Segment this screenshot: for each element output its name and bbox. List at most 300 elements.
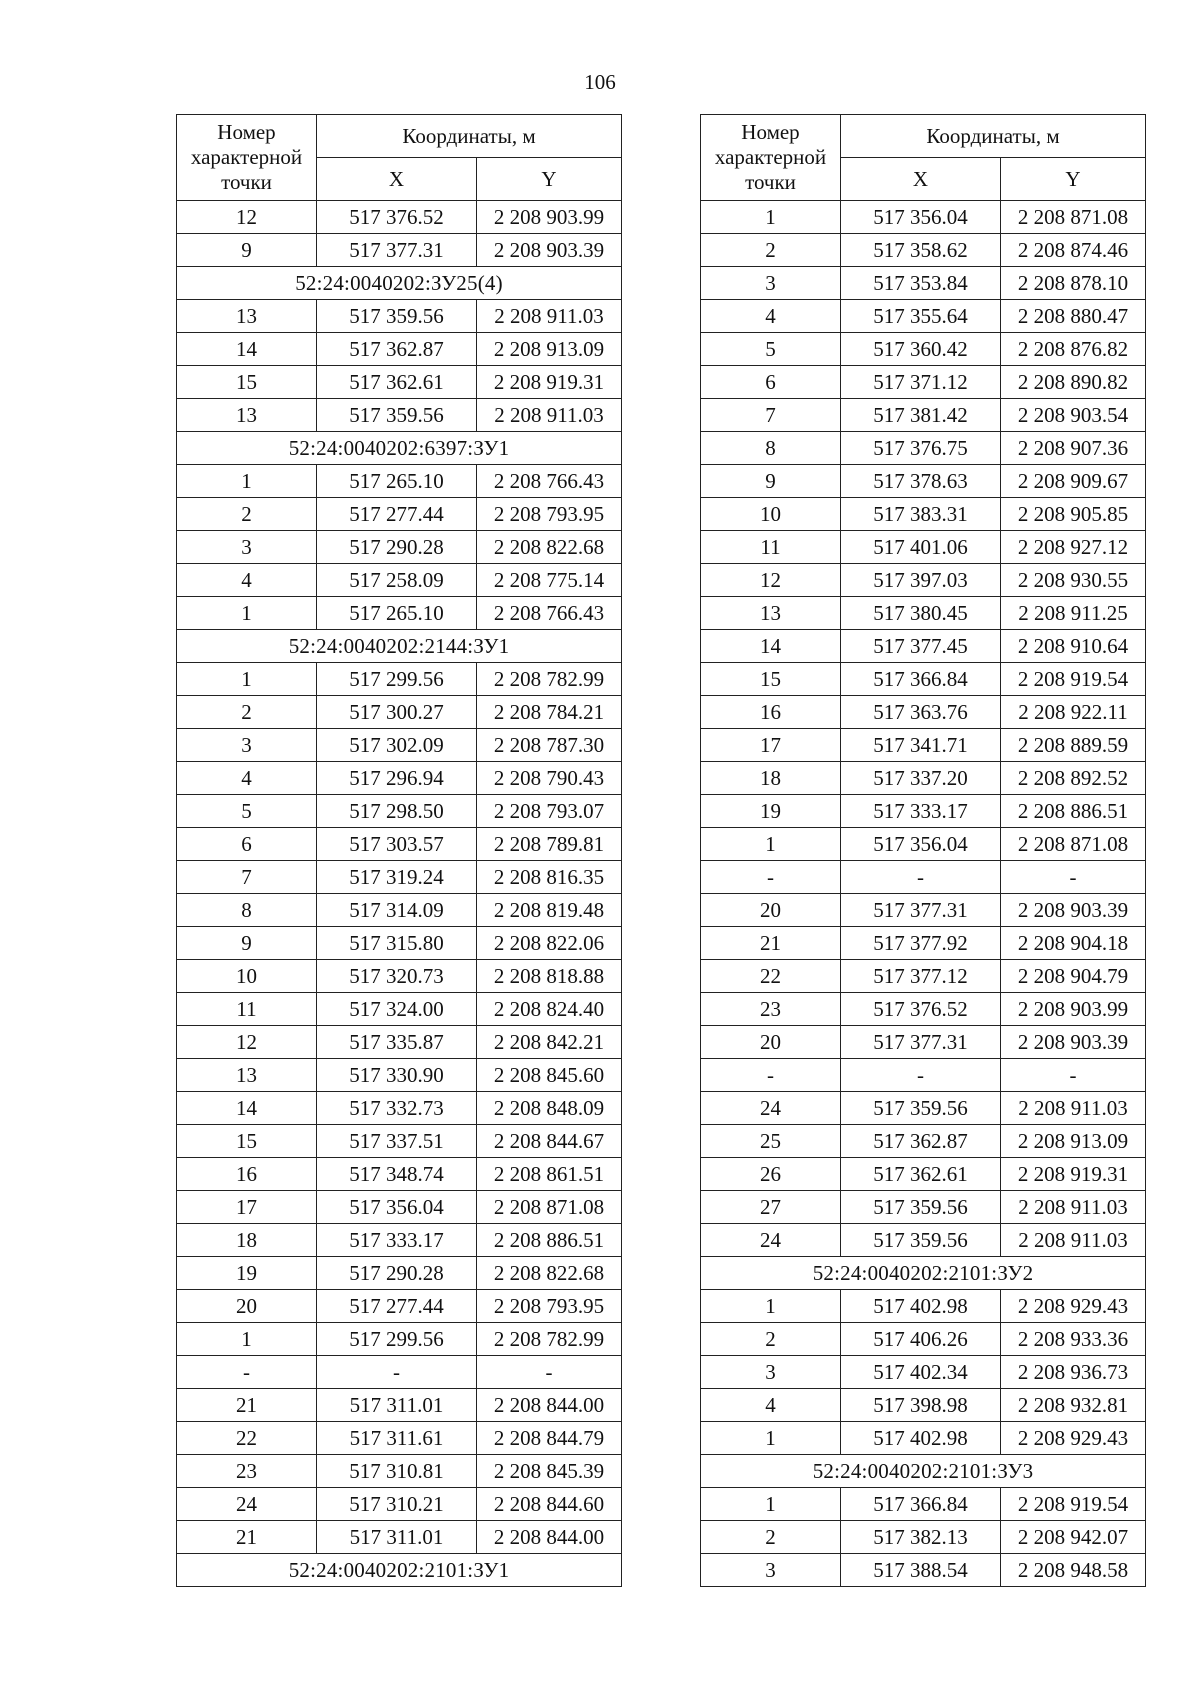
point-number-cell: 17 — [701, 729, 841, 762]
x-coordinate-cell: - — [841, 861, 1001, 894]
x-coordinate-cell: 517 401.06 — [841, 531, 1001, 564]
parcel-section-header: 52:24:0040202:2101:ЗУ1 — [177, 1554, 622, 1587]
table-row — [177, 1356, 622, 1389]
y-coordinate-cell: 2 208 919.31 — [1001, 1158, 1146, 1191]
section-row — [177, 432, 622, 465]
x-coordinate-cell: 517 376.52 — [317, 201, 477, 234]
y-coordinate-cell: 2 208 845.60 — [477, 1059, 622, 1092]
y-coordinate-cell: 2 208 922.11 — [1001, 696, 1146, 729]
y-coordinate-cell: 2 208 930.55 — [1001, 564, 1146, 597]
y-coordinate-cell: 2 208 911.25 — [1001, 597, 1146, 630]
table-row — [177, 762, 622, 795]
point-number-cell: 4 — [177, 564, 317, 597]
point-number-cell: 15 — [177, 366, 317, 399]
table-row — [701, 795, 1146, 828]
point-number-cell: 26 — [701, 1158, 841, 1191]
x-coordinate-cell: 517 303.57 — [317, 828, 477, 861]
coordinates-header: Координаты, м — [841, 115, 1146, 158]
x-coordinate-cell: 517 299.56 — [317, 663, 477, 696]
y-coordinate-cell: 2 208 784.21 — [477, 696, 622, 729]
point-number-cell: 13 — [177, 300, 317, 333]
x-coordinate-cell: 517 311.01 — [317, 1389, 477, 1422]
section-row — [177, 1554, 622, 1587]
point-number-cell: 13 — [177, 1059, 317, 1092]
y-coordinate-cell: 2 208 816.35 — [477, 861, 622, 894]
y-coordinate-cell: 2 208 842.21 — [477, 1026, 622, 1059]
point-number-cell: 1 — [701, 201, 841, 234]
x-header: X — [841, 158, 1001, 201]
point-number-cell: 9 — [177, 234, 317, 267]
y-coordinate-cell: 2 208 880.47 — [1001, 300, 1146, 333]
table-row — [177, 894, 622, 927]
x-coordinate-cell: 517 359.56 — [317, 399, 477, 432]
x-coordinate-cell: 517 258.09 — [317, 564, 477, 597]
table-row — [177, 828, 622, 861]
x-coordinate-cell: 517 320.73 — [317, 960, 477, 993]
table-row — [177, 861, 622, 894]
coordinates-header: Координаты, м — [317, 115, 622, 158]
point-number-cell: 1 — [177, 597, 317, 630]
parcel-section-header: 52:24:0040202:2101:ЗУ2 — [701, 1257, 1146, 1290]
y-coordinate-cell: 2 208 911.03 — [1001, 1191, 1146, 1224]
y-coordinate-cell: 2 208 871.08 — [1001, 828, 1146, 861]
y-coordinate-cell: 2 208 822.68 — [477, 531, 622, 564]
table-row — [177, 1059, 622, 1092]
y-coordinate-cell: 2 208 919.54 — [1001, 1488, 1146, 1521]
point-number-cell: 22 — [177, 1422, 317, 1455]
y-coordinate-cell: 2 208 942.07 — [1001, 1521, 1146, 1554]
point-number-cell: 27 — [701, 1191, 841, 1224]
point-number-cell: 2 — [701, 1323, 841, 1356]
table-row — [177, 564, 622, 597]
point-number-cell: 3 — [177, 729, 317, 762]
point-number-cell: 1 — [701, 1488, 841, 1521]
point-number-cell: 21 — [177, 1389, 317, 1422]
table-row — [701, 1026, 1146, 1059]
table-row — [701, 399, 1146, 432]
table-row — [701, 366, 1146, 399]
table-row — [701, 1125, 1146, 1158]
y-coordinate-cell: 2 208 890.82 — [1001, 366, 1146, 399]
x-coordinate-cell: 517 378.63 — [841, 465, 1001, 498]
x-coordinate-cell: 517 277.44 — [317, 498, 477, 531]
point-number-cell: 20 — [701, 1026, 841, 1059]
point-number-cell: 24 — [701, 1224, 841, 1257]
y-coordinate-cell: 2 208 919.54 — [1001, 663, 1146, 696]
table-row — [701, 1323, 1146, 1356]
y-coordinate-cell: - — [1001, 1059, 1146, 1092]
x-coordinate-cell: 517 330.90 — [317, 1059, 477, 1092]
table-row — [177, 1389, 622, 1422]
table-row — [701, 1092, 1146, 1125]
x-coordinate-cell: 517 360.42 — [841, 333, 1001, 366]
y-coordinate-cell: 2 208 913.09 — [1001, 1125, 1146, 1158]
table-row — [177, 1488, 622, 1521]
point-number-cell: 6 — [177, 828, 317, 861]
table-row — [701, 663, 1146, 696]
y-coordinate-cell: 2 208 903.99 — [477, 201, 622, 234]
x-coordinate-cell: 517 402.98 — [841, 1290, 1001, 1323]
point-number-cell: 21 — [701, 927, 841, 960]
table-row — [177, 597, 622, 630]
y-coordinate-cell: 2 208 844.79 — [477, 1422, 622, 1455]
y-coordinate-cell: 2 208 932.81 — [1001, 1389, 1146, 1422]
y-coordinate-cell: 2 208 913.09 — [477, 333, 622, 366]
x-coordinate-cell: 517 362.61 — [317, 366, 477, 399]
y-coordinate-cell: 2 208 929.43 — [1001, 1290, 1146, 1323]
x-coordinate-cell: 517 356.04 — [841, 828, 1001, 861]
y-coordinate-cell: 2 208 929.43 — [1001, 1422, 1146, 1455]
x-coordinate-cell: 517 299.56 — [317, 1323, 477, 1356]
x-coordinate-cell: 517 277.44 — [317, 1290, 477, 1323]
x-coordinate-cell: - — [841, 1059, 1001, 1092]
y-coordinate-cell: 2 208 903.39 — [1001, 894, 1146, 927]
parcel-section-header: 52:24:0040202:2101:ЗУ3 — [701, 1455, 1146, 1488]
point-number-cell: 8 — [177, 894, 317, 927]
point-number-cell: 1 — [177, 465, 317, 498]
y-coordinate-cell: 2 208 844.60 — [477, 1488, 622, 1521]
x-coordinate-cell: 517 358.62 — [841, 234, 1001, 267]
x-coordinate-cell: 517 359.56 — [317, 300, 477, 333]
point-number-cell: 12 — [177, 1026, 317, 1059]
x-coordinate-cell: 517 388.54 — [841, 1554, 1001, 1587]
table-row — [701, 1356, 1146, 1389]
point-number-cell: 11 — [177, 993, 317, 1026]
x-coordinate-cell: 517 356.04 — [841, 201, 1001, 234]
x-coordinate-cell: 517 377.12 — [841, 960, 1001, 993]
y-coordinate-cell: 2 208 886.51 — [477, 1224, 622, 1257]
point-number-cell: 23 — [701, 993, 841, 1026]
table-row — [701, 1488, 1146, 1521]
x-coordinate-cell: 517 377.45 — [841, 630, 1001, 663]
table-row — [701, 861, 1146, 894]
point-number-cell: 16 — [701, 696, 841, 729]
table-row — [701, 828, 1146, 861]
y-coordinate-cell: 2 208 904.79 — [1001, 960, 1146, 993]
point-number-cell: 2 — [177, 498, 317, 531]
y-coordinate-cell: 2 208 927.12 — [1001, 531, 1146, 564]
y-coordinate-cell: 2 208 824.40 — [477, 993, 622, 1026]
x-coordinate-cell: 517 383.31 — [841, 498, 1001, 531]
y-coordinate-cell: 2 208 844.00 — [477, 1389, 622, 1422]
table-row — [177, 399, 622, 432]
x-coordinate-cell: 517 376.52 — [841, 993, 1001, 1026]
x-coordinate-cell: 517 348.74 — [317, 1158, 477, 1191]
y-coordinate-cell: 2 208 793.07 — [477, 795, 622, 828]
table-row — [701, 201, 1146, 234]
x-coordinate-cell: 517 371.12 — [841, 366, 1001, 399]
point-number-cell: 4 — [701, 1389, 841, 1422]
table-row — [177, 333, 622, 366]
y-coordinate-cell: 2 208 822.06 — [477, 927, 622, 960]
y-coordinate-cell: 2 208 903.39 — [477, 234, 622, 267]
y-coordinate-cell: 2 208 790.43 — [477, 762, 622, 795]
table-row — [701, 564, 1146, 597]
table-row — [177, 927, 622, 960]
y-coordinate-cell: 2 208 766.43 — [477, 465, 622, 498]
table-row — [701, 432, 1146, 465]
point-number-cell: 2 — [701, 1521, 841, 1554]
table-row — [177, 1290, 622, 1323]
table-row — [701, 927, 1146, 960]
table-row — [701, 597, 1146, 630]
point-number-cell: 3 — [177, 531, 317, 564]
x-coordinate-cell: 517 359.56 — [841, 1224, 1001, 1257]
x-coordinate-cell: 517 380.45 — [841, 597, 1001, 630]
y-coordinate-cell: 2 208 886.51 — [1001, 795, 1146, 828]
y-coordinate-cell: 2 208 911.03 — [477, 399, 622, 432]
table-row — [177, 1191, 622, 1224]
table-row — [177, 729, 622, 762]
table-row — [701, 1554, 1146, 1587]
y-coordinate-cell: 2 208 911.03 — [477, 300, 622, 333]
x-coordinate-cell: 517 310.81 — [317, 1455, 477, 1488]
y-coordinate-cell: 2 208 910.64 — [1001, 630, 1146, 663]
x-coordinate-cell: - — [317, 1356, 477, 1389]
table-row — [177, 465, 622, 498]
y-coordinate-cell: 2 208 848.09 — [477, 1092, 622, 1125]
point-number-cell: 2 — [177, 696, 317, 729]
parcel-section-header: 52:24:0040202:6397:ЗУ1 — [177, 432, 622, 465]
y-header: Y — [477, 158, 622, 201]
x-coordinate-cell: 517 359.56 — [841, 1092, 1001, 1125]
point-number-cell: 7 — [701, 399, 841, 432]
table-row — [177, 300, 622, 333]
table-row — [177, 1158, 622, 1191]
x-header: X — [317, 158, 477, 201]
point-number-cell: 23 — [177, 1455, 317, 1488]
x-coordinate-cell: 517 362.87 — [317, 333, 477, 366]
x-coordinate-cell: 517 314.09 — [317, 894, 477, 927]
table-row — [177, 1092, 622, 1125]
table-row — [177, 795, 622, 828]
x-coordinate-cell: 517 311.01 — [317, 1521, 477, 1554]
table-row — [177, 1125, 622, 1158]
x-coordinate-cell: 517 341.71 — [841, 729, 1001, 762]
x-coordinate-cell: 517 398.98 — [841, 1389, 1001, 1422]
table-row — [177, 234, 622, 267]
x-coordinate-cell: 517 397.03 — [841, 564, 1001, 597]
y-coordinate-cell: 2 208 845.39 — [477, 1455, 622, 1488]
y-coordinate-cell: 2 208 911.03 — [1001, 1224, 1146, 1257]
table-row — [701, 465, 1146, 498]
parcel-section-header: 52:24:0040202:2144:ЗУ1 — [177, 630, 622, 663]
y-coordinate-cell: 2 208 909.67 — [1001, 465, 1146, 498]
y-coordinate-cell: 2 208 844.00 — [477, 1521, 622, 1554]
x-coordinate-cell: 517 296.94 — [317, 762, 477, 795]
section-row — [701, 1257, 1146, 1290]
table-row — [177, 366, 622, 399]
point-number-cell: 18 — [177, 1224, 317, 1257]
point-number-cell: 16 — [177, 1158, 317, 1191]
y-coordinate-cell: 2 208 782.99 — [477, 1323, 622, 1356]
table-row — [177, 531, 622, 564]
coordinates-table-right — [700, 114, 1146, 1587]
point-number-cell: 2 — [701, 234, 841, 267]
table-row — [177, 1257, 622, 1290]
point-number-cell: 19 — [701, 795, 841, 828]
x-coordinate-cell: 517 315.80 — [317, 927, 477, 960]
x-coordinate-cell: 517 377.31 — [317, 234, 477, 267]
point-number-cell: 22 — [701, 960, 841, 993]
x-coordinate-cell: 517 406.26 — [841, 1323, 1001, 1356]
x-coordinate-cell: 517 337.20 — [841, 762, 1001, 795]
y-coordinate-cell: 2 208 933.36 — [1001, 1323, 1146, 1356]
x-coordinate-cell: 517 402.98 — [841, 1422, 1001, 1455]
section-row — [701, 1455, 1146, 1488]
x-coordinate-cell: 517 382.13 — [841, 1521, 1001, 1554]
point-number-cell: 12 — [701, 564, 841, 597]
section-row — [177, 630, 622, 663]
table-row — [177, 993, 622, 1026]
table-row — [177, 1224, 622, 1257]
table-row — [177, 1521, 622, 1554]
point-number-cell: 15 — [701, 663, 841, 696]
point-number-cell: 15 — [177, 1125, 317, 1158]
x-coordinate-cell: 517 310.21 — [317, 1488, 477, 1521]
table-row — [701, 762, 1146, 795]
point-number-cell: 1 — [177, 663, 317, 696]
point-number-cell: - — [177, 1356, 317, 1389]
y-coordinate-cell: 2 208 818.88 — [477, 960, 622, 993]
x-coordinate-cell: 517 359.56 — [841, 1191, 1001, 1224]
point-number-cell: 20 — [701, 894, 841, 927]
y-coordinate-cell: 2 208 844.67 — [477, 1125, 622, 1158]
table-row — [701, 531, 1146, 564]
point-number-cell: 12 — [177, 201, 317, 234]
point-number-cell: 3 — [701, 267, 841, 300]
table-row — [701, 1389, 1146, 1422]
x-coordinate-cell: 517 377.31 — [841, 1026, 1001, 1059]
point-number-header: Номер характерной точки — [177, 115, 317, 201]
y-coordinate-cell: 2 208 903.54 — [1001, 399, 1146, 432]
table-row — [701, 1158, 1146, 1191]
x-coordinate-cell: 517 366.84 — [841, 663, 1001, 696]
x-coordinate-cell: 517 265.10 — [317, 597, 477, 630]
point-number-cell: 13 — [701, 597, 841, 630]
point-number-cell: 18 — [701, 762, 841, 795]
table-row — [701, 1224, 1146, 1257]
point-number-header: Номер характерной точки — [701, 115, 841, 201]
table-row — [701, 300, 1146, 333]
point-number-cell: 14 — [177, 1092, 317, 1125]
x-coordinate-cell: 517 290.28 — [317, 1257, 477, 1290]
table-row — [701, 1521, 1146, 1554]
x-coordinate-cell: 517 332.73 — [317, 1092, 477, 1125]
point-number-cell: 13 — [177, 399, 317, 432]
y-coordinate-cell: 2 208 907.36 — [1001, 432, 1146, 465]
y-coordinate-cell: 2 208 903.39 — [1001, 1026, 1146, 1059]
point-number-cell: 10 — [177, 960, 317, 993]
point-number-cell: 14 — [177, 333, 317, 366]
y-coordinate-cell: 2 208 936.73 — [1001, 1356, 1146, 1389]
table-row — [701, 960, 1146, 993]
y-coordinate-cell: 2 208 793.95 — [477, 498, 622, 531]
x-coordinate-cell: 517 319.24 — [317, 861, 477, 894]
table-row — [701, 234, 1146, 267]
point-number-cell: 4 — [701, 300, 841, 333]
x-coordinate-cell: 517 335.87 — [317, 1026, 477, 1059]
table-row — [177, 1323, 622, 1356]
point-number-cell: 9 — [177, 927, 317, 960]
y-coordinate-cell: - — [1001, 861, 1146, 894]
x-coordinate-cell: 517 377.31 — [841, 894, 1001, 927]
y-coordinate-cell: 2 208 948.58 — [1001, 1554, 1146, 1587]
y-coordinate-cell: 2 208 871.08 — [477, 1191, 622, 1224]
table-row — [701, 1059, 1146, 1092]
point-number-cell: 4 — [177, 762, 317, 795]
table-row — [177, 960, 622, 993]
coordinates-table-left — [176, 114, 622, 1587]
table-row — [701, 1290, 1146, 1323]
point-number-cell: 14 — [701, 630, 841, 663]
point-number-cell: 17 — [177, 1191, 317, 1224]
y-coordinate-cell: 2 208 889.59 — [1001, 729, 1146, 762]
table-row — [701, 1191, 1146, 1224]
point-number-cell: 3 — [701, 1554, 841, 1587]
point-number-cell: 1 — [701, 1422, 841, 1455]
parcel-section-header: 52:24:0040202:ЗУ25(4) — [177, 267, 622, 300]
table-body-right — [701, 201, 1146, 1587]
table-row — [701, 696, 1146, 729]
y-coordinate-cell: - — [477, 1356, 622, 1389]
y-coordinate-cell: 2 208 793.95 — [477, 1290, 622, 1323]
y-coordinate-cell: 2 208 904.18 — [1001, 927, 1146, 960]
y-coordinate-cell: 2 208 874.46 — [1001, 234, 1146, 267]
x-coordinate-cell: 517 362.87 — [841, 1125, 1001, 1158]
point-number-cell: 24 — [701, 1092, 841, 1125]
table-row — [177, 1422, 622, 1455]
table-row — [701, 729, 1146, 762]
point-number-cell: 5 — [177, 795, 317, 828]
point-number-cell: 9 — [701, 465, 841, 498]
table-body-left — [177, 201, 622, 1587]
x-coordinate-cell: 517 362.61 — [841, 1158, 1001, 1191]
y-coordinate-cell: 2 208 782.99 — [477, 663, 622, 696]
y-coordinate-cell: 2 208 876.82 — [1001, 333, 1146, 366]
x-coordinate-cell: 517 300.27 — [317, 696, 477, 729]
point-number-cell: 8 — [701, 432, 841, 465]
page-number: 106 — [584, 70, 616, 94]
table-row — [701, 333, 1146, 366]
point-number-cell: 25 — [701, 1125, 841, 1158]
x-coordinate-cell: 517 366.84 — [841, 1488, 1001, 1521]
table-row — [701, 993, 1146, 1026]
point-number-cell: 24 — [177, 1488, 317, 1521]
y-coordinate-cell: 2 208 905.85 — [1001, 498, 1146, 531]
x-coordinate-cell: 517 355.64 — [841, 300, 1001, 333]
y-coordinate-cell: 2 208 919.31 — [477, 366, 622, 399]
y-coordinate-cell: 2 208 822.68 — [477, 1257, 622, 1290]
point-number-cell: 6 — [701, 366, 841, 399]
table-row — [177, 696, 622, 729]
y-header: Y — [1001, 158, 1146, 201]
point-number-cell: 1 — [177, 1323, 317, 1356]
x-coordinate-cell: 517 324.00 — [317, 993, 477, 1026]
x-coordinate-cell: 517 290.28 — [317, 531, 477, 564]
point-number-cell: 11 — [701, 531, 841, 564]
point-number-cell: 20 — [177, 1290, 317, 1323]
x-coordinate-cell: 517 298.50 — [317, 795, 477, 828]
table-row — [701, 498, 1146, 531]
y-coordinate-cell: 2 208 903.99 — [1001, 993, 1146, 1026]
table-row — [701, 630, 1146, 663]
point-number-cell: 3 — [701, 1356, 841, 1389]
y-coordinate-cell: 2 208 892.52 — [1001, 762, 1146, 795]
y-coordinate-cell: 2 208 787.30 — [477, 729, 622, 762]
y-coordinate-cell: 2 208 911.03 — [1001, 1092, 1146, 1125]
x-coordinate-cell: 517 337.51 — [317, 1125, 477, 1158]
